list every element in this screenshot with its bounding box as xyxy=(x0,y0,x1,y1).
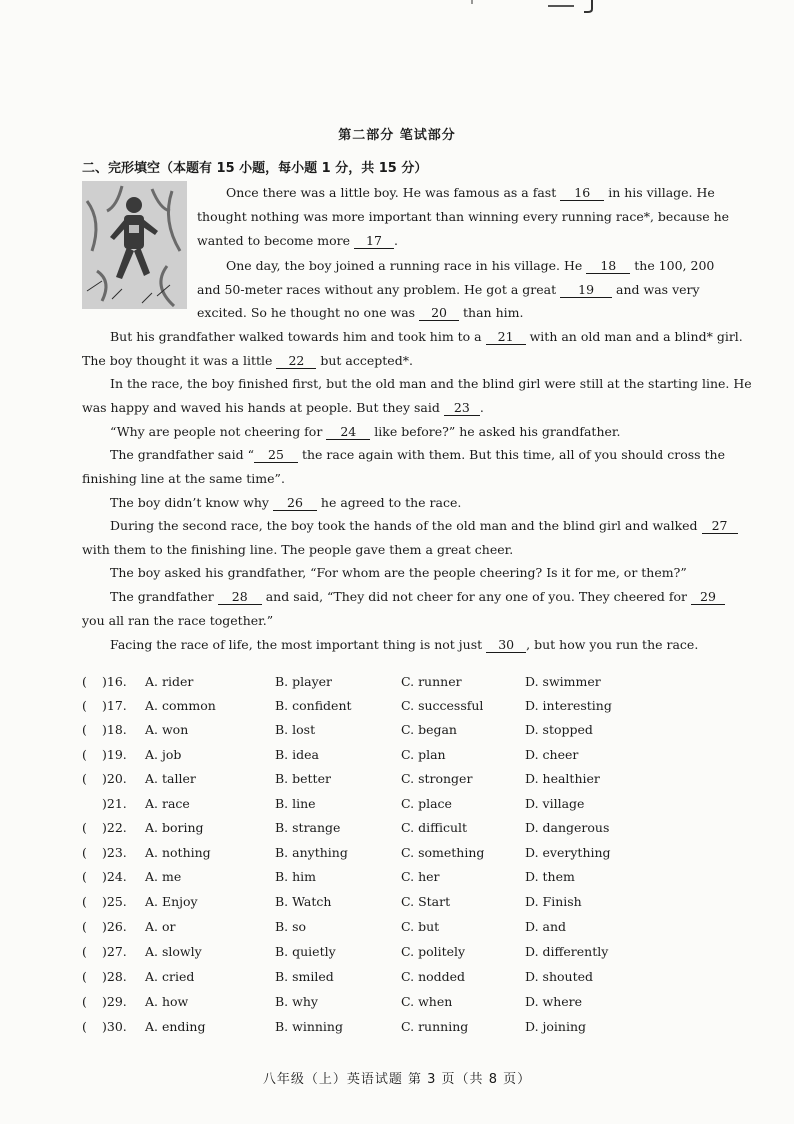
passage-text: the 100, 200 xyxy=(630,258,715,273)
passage-text: In the race, the boy finished first, but the old man and the blind girl were still at the starting line. He xyxy=(110,376,752,391)
question-number: )22. xyxy=(102,820,127,835)
option-c: C. began xyxy=(401,722,457,737)
option-b: B. anything xyxy=(275,845,348,860)
passage-text: During the second race, the boy took the hands of the old man and the blind girl and walked xyxy=(110,518,702,533)
option-d: D. healthier xyxy=(525,771,600,786)
option-a: A. nothing xyxy=(145,845,211,860)
blank-19: 19 xyxy=(560,282,612,298)
passage-text: But his grandfather walked towards him and took him to a xyxy=(110,329,486,344)
question-row xyxy=(82,944,722,968)
option-a: A. slowly xyxy=(145,944,202,959)
passage-line xyxy=(110,446,725,464)
option-a: A. ending xyxy=(145,1019,206,1034)
passage-line xyxy=(110,375,752,393)
passage-text: like before?” he asked his grandfather. xyxy=(370,424,621,439)
option-d: D. shouted xyxy=(525,969,593,984)
question-number: )19. xyxy=(102,747,127,762)
blank-25: 25 xyxy=(254,447,298,463)
option-a: A. job xyxy=(145,747,182,762)
passage-text: The boy asked his grandfather, “For whom are the people cheering? Is it for me, or them?” xyxy=(110,565,687,580)
option-c: C. but xyxy=(401,919,440,934)
passage-text: he agreed to the race. xyxy=(316,495,462,510)
option-a: A. how xyxy=(145,994,189,1009)
option-b: B. why xyxy=(275,994,318,1009)
option-c: C. running xyxy=(401,1019,469,1034)
answer-bracket[interactable]: ( xyxy=(82,820,87,835)
passage-text: Facing the race of life, the most important thing is not just xyxy=(110,637,487,652)
passage-text: but accepted*. xyxy=(316,353,413,368)
option-c: C. runner xyxy=(401,674,462,689)
passage-text: , but how you run the race. xyxy=(526,637,699,652)
option-b: B. winning xyxy=(275,1019,343,1034)
question-row xyxy=(82,796,722,820)
passage-text: and 50-meter races without any problem. He got a great xyxy=(197,282,561,297)
option-b: B. quietly xyxy=(275,944,336,959)
answer-bracket[interactable]: ( xyxy=(82,845,87,860)
option-d: D. dangerous xyxy=(525,820,610,835)
passage-text: . xyxy=(479,400,484,415)
question-row xyxy=(82,894,722,918)
option-a: A. common xyxy=(145,698,216,713)
option-a: A. race xyxy=(145,796,190,811)
option-b: B. confident xyxy=(275,698,352,713)
passage-text: was happy and waved his hands at people. But they said xyxy=(82,400,444,415)
passage-text: and said, “They did not cheer for any one of you. They cheered for xyxy=(261,589,691,604)
passage-text: The grandfather said “ xyxy=(110,447,254,462)
passage-line xyxy=(197,281,700,299)
passage-text: thought nothing was more important than winning every running race*, because he xyxy=(197,209,730,224)
section-title: 第二部分 笔试部分 xyxy=(338,128,456,143)
passage-text: The boy didn’t know why xyxy=(110,495,273,510)
option-d: D. them xyxy=(525,869,575,884)
option-d: D. swimmer xyxy=(525,674,601,689)
answer-bracket[interactable]: ( xyxy=(82,969,87,984)
passage-text: finishing line at the same time”. xyxy=(82,471,285,486)
part-heading: 二、完形填空（本题有 15 小题，每小题 1 分，共 15 分） xyxy=(82,161,428,176)
option-a: A. boring xyxy=(145,820,204,835)
option-b: B. so xyxy=(275,919,307,934)
blank-21: 21 xyxy=(486,329,526,345)
passage-line xyxy=(226,184,715,202)
answer-bracket[interactable]: ( xyxy=(82,919,87,934)
option-a: A. Enjoy xyxy=(145,894,198,909)
question-row xyxy=(82,969,722,993)
answer-bracket[interactable]: ( xyxy=(82,994,87,1009)
answer-bracket[interactable]: ( xyxy=(82,944,87,959)
page-footer: 八年级（上）英语试题 第 3 页（共 8 页） xyxy=(262,1072,532,1087)
option-b: B. lost xyxy=(275,722,316,737)
option-b: B. idea xyxy=(275,747,319,762)
option-c: C. nodded xyxy=(401,969,466,984)
option-d: D. interesting xyxy=(525,698,612,713)
option-a: A. won xyxy=(145,722,189,737)
option-d: D. joining xyxy=(525,1019,587,1034)
option-b: B. better xyxy=(275,771,331,786)
question-row xyxy=(82,1019,722,1043)
blank-20: 20 xyxy=(419,305,459,321)
option-c: C. successful xyxy=(401,698,484,713)
option-b: B. Watch xyxy=(275,894,332,909)
option-c: C. her xyxy=(401,869,440,884)
passage-line xyxy=(82,541,513,559)
question-row xyxy=(82,674,722,698)
passage-text: Once there was a little boy. He was famous as a fast xyxy=(226,185,561,200)
blank-27: 27 xyxy=(702,518,738,534)
passage-text: than him. xyxy=(459,305,524,320)
answer-bracket[interactable]: ( xyxy=(82,698,87,713)
option-b: B. smiled xyxy=(275,969,334,984)
blank-23: 23 xyxy=(444,400,480,416)
option-a: A. me xyxy=(145,869,182,884)
option-c: C. plan xyxy=(401,747,446,762)
question-row xyxy=(82,919,722,943)
answer-bracket[interactable]: ( xyxy=(82,894,87,909)
option-d: D. everything xyxy=(525,845,611,860)
question-number: )25. xyxy=(102,894,127,909)
passage-text: and was very xyxy=(612,282,700,297)
blank-26: 26 xyxy=(273,495,317,511)
option-d: D. village xyxy=(525,796,585,811)
question-row xyxy=(82,820,722,844)
passage-text: you all ran the race together.” xyxy=(82,613,274,628)
option-b: B. line xyxy=(275,796,316,811)
passage-line xyxy=(197,232,398,250)
option-a: A. or xyxy=(145,919,176,934)
blank-30: 30 xyxy=(486,637,526,653)
option-c: C. politely xyxy=(401,944,466,959)
passage-line xyxy=(110,564,687,582)
passage-text: One day, the boy joined a running race in his village. He xyxy=(226,258,587,273)
option-d: D. stopped xyxy=(525,722,593,737)
blank-24: 24 xyxy=(326,424,370,440)
answer-bracket[interactable]: ( xyxy=(82,722,87,737)
option-b: B. player xyxy=(275,674,333,689)
passage-line xyxy=(82,399,484,417)
option-c: C. place xyxy=(401,796,452,811)
passage-text: excited. So he thought no one was xyxy=(197,305,420,320)
blank-16: 16 xyxy=(560,185,604,201)
option-b: B. strange xyxy=(275,820,341,835)
passage-line xyxy=(110,588,725,606)
question-row xyxy=(82,771,722,795)
option-d: D. and xyxy=(525,919,567,934)
passage-text: the race again with them. But this time, all of you should cross the xyxy=(297,447,726,462)
passage-line xyxy=(110,328,743,346)
option-c: C. difficult xyxy=(401,820,468,835)
passage-line xyxy=(82,470,285,488)
answer-bracket[interactable]: ( xyxy=(82,747,87,762)
question-row xyxy=(82,994,722,1018)
question-number: )20. xyxy=(102,771,127,786)
option-a: A. rider xyxy=(145,674,194,689)
option-c: C. something xyxy=(401,845,485,860)
passage-line xyxy=(197,304,523,322)
option-d: D. differently xyxy=(525,944,609,959)
blank-17: 17 xyxy=(354,233,394,249)
question-number: )30. xyxy=(102,1019,127,1034)
question-row xyxy=(82,698,722,722)
answer-bracket[interactable]: ( xyxy=(82,771,87,786)
option-d: D. cheer xyxy=(525,747,579,762)
passage-line xyxy=(110,494,461,512)
option-d: D. where xyxy=(525,994,583,1009)
passage-line xyxy=(197,208,729,226)
question-number: )17. xyxy=(102,698,127,713)
passage-text: wanted to become more xyxy=(197,233,354,248)
answer-bracket[interactable]: ( xyxy=(82,674,87,689)
passage-text: in his village. He xyxy=(604,185,715,200)
question-number: )26. xyxy=(102,919,127,934)
question-number: )29. xyxy=(102,994,127,1009)
passage-line xyxy=(110,423,620,441)
passage-text: with an old man and a blind* girl. xyxy=(525,329,743,344)
passage-text: . xyxy=(394,233,398,248)
option-a: A. taller xyxy=(145,771,196,786)
question-number: )18. xyxy=(102,722,127,737)
question-row xyxy=(82,869,722,893)
blank-29: 29 xyxy=(691,589,725,605)
passage-line xyxy=(110,517,738,535)
option-c: C. Start xyxy=(401,894,451,909)
option-c: C. stronger xyxy=(401,771,473,786)
option-b: B. him xyxy=(275,869,317,884)
question-number: )23. xyxy=(102,845,127,860)
option-d: D. Finish xyxy=(525,894,582,909)
option-c: C. when xyxy=(401,994,453,1009)
passage-text: with them to the finishing line. The people gave them a great cheer. xyxy=(82,542,514,557)
passage-line xyxy=(226,257,714,275)
answer-bracket[interactable]: ( xyxy=(82,869,87,884)
question-number: )24. xyxy=(102,869,127,884)
answer-bracket[interactable]: ( xyxy=(82,1019,87,1034)
passage-text: The boy thought it was a little xyxy=(82,353,277,368)
passage-line xyxy=(110,636,698,654)
passage-line xyxy=(82,352,413,370)
option-a: A. cried xyxy=(145,969,195,984)
question-number: )16. xyxy=(102,674,127,689)
question-row xyxy=(82,845,722,869)
question-row xyxy=(82,747,722,771)
blank-18: 18 xyxy=(586,258,630,274)
passage-line xyxy=(82,612,273,630)
question-row xyxy=(82,722,722,746)
passage-text: “Why are people not cheering for xyxy=(110,424,327,439)
blank-22: 22 xyxy=(276,353,316,369)
question-number: )21. xyxy=(102,796,127,811)
question-number: )28. xyxy=(102,969,127,984)
blank-28: 28 xyxy=(218,589,262,605)
question-number: )27. xyxy=(102,944,127,959)
passage-text: The grandfather xyxy=(110,589,218,604)
